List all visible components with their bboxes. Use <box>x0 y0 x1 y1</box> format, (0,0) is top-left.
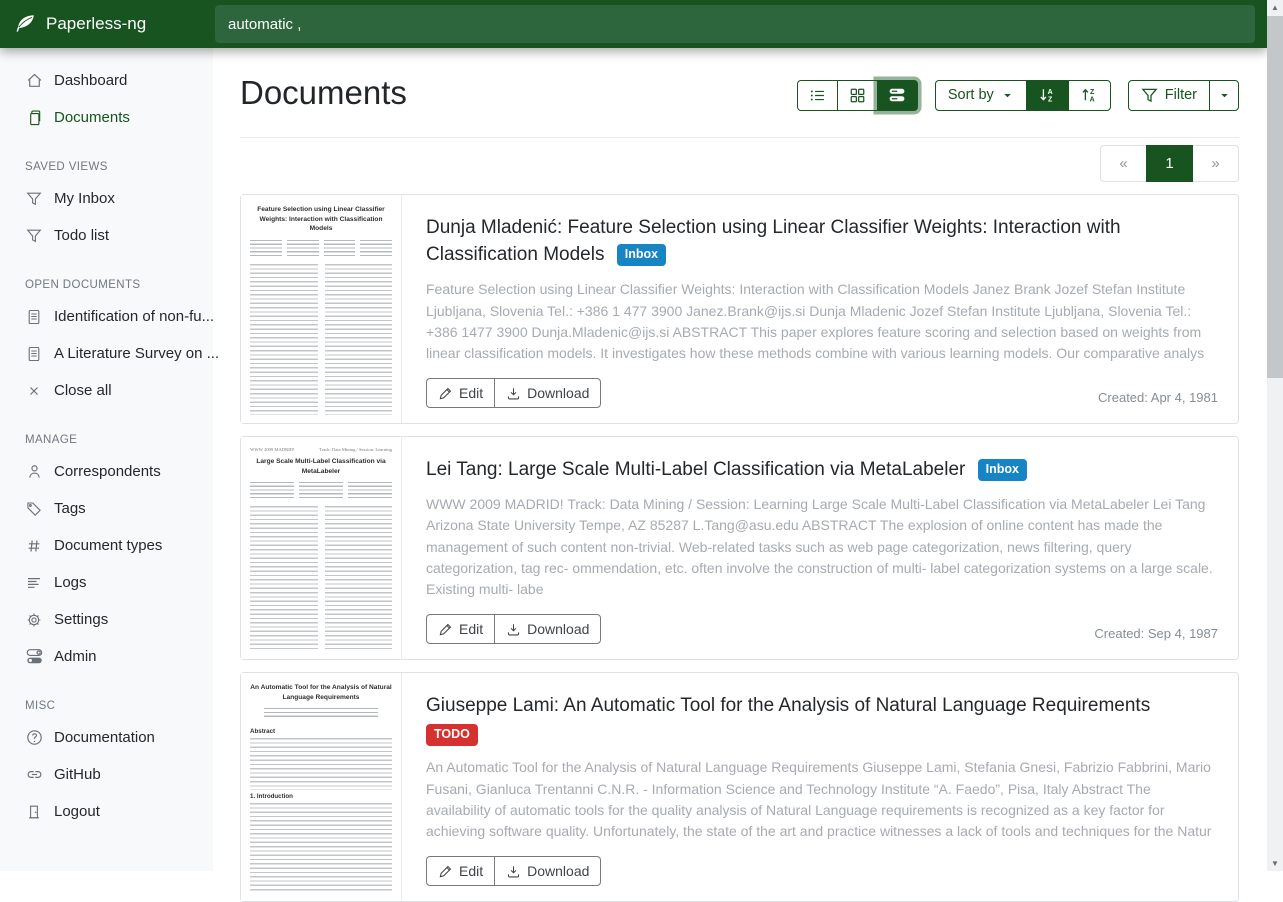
paperless-feather-icon <box>14 13 36 35</box>
thumb-columns <box>250 264 392 415</box>
table-view-button[interactable] <box>797 80 838 111</box>
sidebar-item-a-literature-survey-on[interactable]: A Literature Survey on ... <box>0 335 213 372</box>
thumb-section-heading: 1. Introduction <box>250 793 293 801</box>
funnel-icon <box>25 191 43 207</box>
tag-icon <box>25 501 43 517</box>
funnel-icon <box>25 228 43 244</box>
sidebar <box>0 48 220 871</box>
sidebar-section-title: MISC <box>25 700 56 712</box>
sidebar-item-document-types[interactable]: Document types <box>0 527 213 564</box>
sidebar-section-title: OPEN DOCUMENTS <box>25 279 141 291</box>
document-thumbnail[interactable] <box>241 437 402 659</box>
thumb-header <box>250 447 392 452</box>
sort-by-button[interactable] <box>935 80 1027 111</box>
thumb-line-block <box>264 708 378 719</box>
thumb-author-row <box>250 240 392 257</box>
document-card <box>240 672 1239 902</box>
grid-view-icon <box>849 87 866 104</box>
thumb-section-heading: Abstract <box>250 728 276 736</box>
caret-down-icon <box>1001 89 1014 102</box>
download-icon <box>506 622 521 637</box>
thumb-header-left: WWW 2009 MADRID! <box>250 447 295 453</box>
page-1-button[interactable]: 1 <box>1146 145 1193 182</box>
sidebar-item-tags[interactable]: Tags <box>0 490 213 527</box>
house-icon <box>25 72 43 89</box>
thumb-line-block <box>325 506 393 651</box>
sidebar-item-documentation[interactable]: Documentation <box>0 719 213 756</box>
tag-badge[interactable]: Inbox <box>978 459 1027 481</box>
sidebar-item-github[interactable]: GitHub <box>0 756 213 793</box>
thumb-line-block <box>299 482 343 499</box>
filter-controls <box>1128 80 1239 111</box>
thumb-header-right: Track: Data Mining / Session: Learning <box>319 447 392 453</box>
sort-controls <box>935 80 1111 111</box>
view-switcher <box>797 80 918 111</box>
thumb-line-block <box>348 482 392 499</box>
file-text-icon <box>25 346 43 362</box>
created-date: Created: Apr 4, 1981 <box>1098 390 1218 406</box>
download-button[interactable]: Download <box>494 378 601 408</box>
sort-ascending-button[interactable] <box>1026 80 1069 111</box>
brand-name: Paperless-ng <box>46 14 147 33</box>
thumb-paper-title: Large Scale Multi-Label Classification via MetaLabeler <box>256 458 386 475</box>
tag-badge[interactable]: TODO <box>426 724 478 746</box>
sidebar-item-my-inbox[interactable]: My Inbox <box>0 180 213 217</box>
thumb-line-block <box>250 264 318 415</box>
documents-header <box>240 68 1239 122</box>
main-content <box>213 48 1267 880</box>
thumbnail-preview <box>241 673 401 901</box>
door-icon <box>25 804 43 820</box>
document-excerpt: An Automatic Tool for the Analysis of Natural Language Requirements Giuseppe Lami, Stefania Gnesi, Fabrizio Fabbrini, Mario Fusani, Gianluca Trentanni C.N.R. - Information Science and Technology Institute “A. Faedo”, Pisa, Italy Abstract The availability of automatic tools for the quality analysis of Natural Language requirements is recognized as a key factor for achieving software quality. Unfortunately, the state of the art and practice witnesses a lack of tools and techniques for the Natur <box>426 759 1212 840</box>
thumbnail-preview <box>241 195 401 423</box>
pencil-icon <box>438 622 453 637</box>
download-icon <box>506 864 521 879</box>
next-page-button[interactable]: » <box>1192 145 1239 182</box>
tag-badge[interactable]: Inbox <box>617 244 666 266</box>
page-title: Documents <box>240 74 407 111</box>
svg-text:A: A <box>1047 89 1053 96</box>
sidebar-item-logout[interactable]: Logout <box>0 793 213 830</box>
stacked-view-icon <box>888 86 906 104</box>
document-list <box>240 194 1239 902</box>
document-title-link[interactable]: Lei Tang: Large Scale Multi-Label Classification via MetaLabeler <box>426 459 966 481</box>
download-button[interactable]: Download <box>494 856 601 886</box>
toggles-icon <box>25 648 43 665</box>
document-title-link[interactable]: Dunja Mladenić: Feature Selection using Linear Classifier Weights: Interaction with Classification Models <box>426 217 1121 266</box>
scroll-down-arrow[interactable]: ▼ <box>1271 859 1279 868</box>
card-actions <box>426 856 601 886</box>
filter-label: Filter <box>1164 87 1197 103</box>
gear-icon <box>25 612 43 628</box>
x-icon <box>25 383 43 399</box>
thumb-line-block <box>287 240 319 257</box>
created-date: Created: Sep 4, 1987 <box>1094 626 1218 642</box>
text-left-icon <box>25 575 43 591</box>
edit-button[interactable]: Edit <box>426 614 495 644</box>
edit-button[interactable]: Edit <box>426 856 495 886</box>
search-bar <box>213 5 1267 43</box>
detail-view-button[interactable] <box>877 80 918 111</box>
search-input[interactable] <box>215 5 1255 43</box>
grid-view-button[interactable] <box>837 80 878 111</box>
browser-scrollbar <box>1267 0 1283 871</box>
thumb-paper-title: Feature Selection using Linear Classifier Weights: Interaction with Classification Models <box>257 206 385 233</box>
pagination-row <box>240 145 1239 182</box>
thumb-columns <box>250 506 392 651</box>
sidebar-item-dashboard[interactable]: Dashboard <box>0 62 213 99</box>
sidebar-section-title: SAVED VIEWS <box>25 161 108 173</box>
document-title-link[interactable]: Giuseppe Lami: An Automatic Tool for the Analysis of Natural Language Requirements <box>426 695 1151 717</box>
question-circle-icon <box>25 729 43 746</box>
sort-alpha-up-icon <box>1080 86 1098 104</box>
sidebar-item-admin[interactable]: Admin <box>0 638 213 675</box>
filter-dropdown-button[interactable] <box>1209 80 1239 111</box>
hash-icon <box>25 538 43 554</box>
file-text-icon <box>25 309 43 325</box>
download-icon <box>506 386 521 401</box>
document-card <box>240 436 1239 660</box>
sidebar-item-todo-list[interactable]: Todo list <box>0 217 213 254</box>
thumb-line-block <box>250 482 294 499</box>
sidebar-item-settings[interactable]: Settings <box>0 601 213 638</box>
svg-text:A: A <box>1089 96 1095 104</box>
edit-button[interactable]: Edit <box>426 378 495 408</box>
pagination <box>1100 145 1239 182</box>
pencil-icon <box>438 864 453 879</box>
document-card <box>240 194 1239 424</box>
sidebar-section-title: MANAGE <box>25 434 78 446</box>
toolbar <box>797 80 1239 111</box>
header-divider <box>240 137 1239 138</box>
thumb-line-block <box>250 240 282 257</box>
funnel-icon <box>1141 87 1158 104</box>
sidebar-item-correspondents[interactable]: Correspondents <box>0 453 213 490</box>
sort-descending-button[interactable] <box>1068 80 1111 111</box>
pencil-icon <box>438 386 453 401</box>
top-navbar <box>0 0 1267 48</box>
thumbnail-preview <box>241 437 401 659</box>
sort-by-label: Sort by <box>947 87 994 103</box>
sidebar-item-identification-of-non-fu[interactable]: Identification of non-fu... <box>0 298 213 335</box>
sidebar-nav <box>0 62 220 830</box>
svg-text:Z: Z <box>1048 96 1053 104</box>
sidebar-item-logs[interactable]: Logs <box>0 564 213 601</box>
sort-alpha-down-icon <box>1038 86 1056 104</box>
scrollbar-thumb[interactable] <box>1267 16 1283 378</box>
document-title <box>426 456 1218 483</box>
caret-down-icon <box>1218 89 1231 102</box>
files-icon <box>25 110 43 126</box>
thumb-line-block <box>250 738 392 790</box>
sidebar-item-close-all[interactable]: Close all <box>0 372 213 409</box>
app-brand[interactable] <box>0 13 213 35</box>
thumb-line-block <box>324 240 356 257</box>
document-thumbnail[interactable] <box>241 673 402 901</box>
prev-page-button[interactable]: « <box>1100 145 1147 182</box>
thumb-author-row <box>250 482 392 499</box>
document-title <box>426 692 1218 746</box>
list-view-icon <box>809 87 826 104</box>
document-excerpt: WWW 2009 MADRID! Track: Data Mining / Session: Learning Large Scale Multi-Label Classification via MetaLabeler Lei Tang Arizona State University Tempe, AZ 85287 L.Tang@asu.edu ABSTRACT The explosion of online content has made the management of such content non-trivial. Web-related tasks such as web page categorization, news filtering, query categorization, tag rec- ommendation, etc. often involve the construction of multi- label categorization systems on a large scale. Existing multi- labe <box>426 496 1213 598</box>
document-title <box>426 214 1218 268</box>
thumb-line-block <box>250 803 392 893</box>
card-actions <box>426 378 601 408</box>
card-actions <box>426 614 601 644</box>
thumb-line-block <box>250 506 318 651</box>
document-excerpt: Feature Selection using Linear Classifier Weights: Interaction with Classification Models Janez Brank Jozef Stefan Institute Ljubljana, Slovenia Tel.: +386 1 477 3900 Janez.Brank@ijs.si Dunja Mladenic Jozef Stefan Institute Ljubljana, Slovenia Tel.: +386 1477 3900 Dunja.Mladenic@ijs.si ABSTRACT This paper explores feature scoring and selection based on weights from linear classification models. It investigates how these methods combine with various learning models. Our comparative analys <box>426 281 1205 361</box>
scroll-up-arrow[interactable]: ▲ <box>1271 3 1279 12</box>
document-thumbnail[interactable] <box>241 195 402 423</box>
thumb-paper-title: An Automatic Tool for the Analysis of Natural Language Requirements <box>250 684 392 701</box>
svg-text:Z: Z <box>1090 89 1095 96</box>
person-icon <box>25 463 43 480</box>
download-button[interactable]: Download <box>494 614 601 644</box>
thumb-line-block <box>360 240 392 257</box>
thumb-line-block <box>325 264 393 415</box>
sidebar-item-documents[interactable]: Documents <box>0 99 213 136</box>
link-icon <box>25 766 43 783</box>
filter-button[interactable] <box>1128 80 1210 111</box>
